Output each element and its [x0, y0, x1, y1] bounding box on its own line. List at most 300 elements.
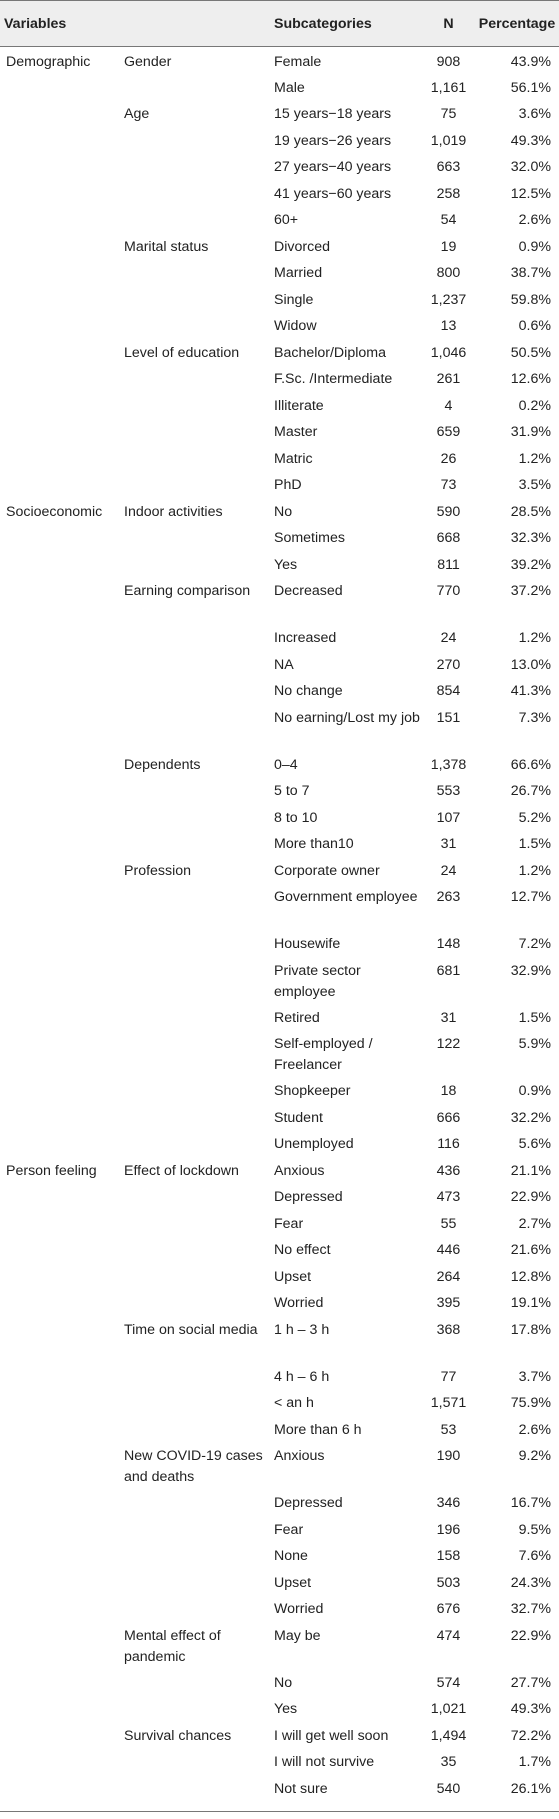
- count-cell: 73: [440, 477, 457, 493]
- table-row: [0, 681, 559, 708]
- table-row: [0, 1134, 559, 1161]
- subcategory-cell: F.Sc. /Intermediate: [274, 371, 393, 387]
- variable-cell: [0, 1446, 124, 1493]
- subcategory-cell: Increased: [274, 630, 337, 646]
- count-cell: 1,161: [430, 79, 467, 96]
- count-cell: 116: [437, 1136, 460, 1152]
- variable-cell: [0, 808, 124, 835]
- variable-cell: [0, 528, 124, 555]
- subcategory-cell: Single: [274, 291, 314, 308]
- table-row: [0, 1108, 559, 1135]
- count-cell: 258: [436, 185, 461, 202]
- percentage-cell: 41.3%: [510, 683, 551, 699]
- count-cell: 1,019: [430, 132, 467, 149]
- percentage-cell: 3.5%: [518, 477, 551, 493]
- percentage-cell: 26.7%: [510, 783, 551, 799]
- variable-cell: [0, 290, 124, 317]
- table-row: [0, 184, 559, 211]
- subcategory-cell: 8 to 10: [274, 809, 318, 826]
- header-n: N: [422, 1, 475, 47]
- header-percentage: Percentage: [475, 1, 559, 47]
- variable-cell: [0, 681, 124, 708]
- header-row: [0, 1, 559, 47]
- variable-cell: [0, 1393, 124, 1420]
- percentage-cell: 21.6%: [510, 1242, 551, 1258]
- subvariable-cell: [124, 1008, 270, 1035]
- percentage-cell: 5.2%: [518, 809, 551, 826]
- table-row: [0, 1214, 559, 1241]
- percentage-cell: 32.9%: [510, 962, 551, 979]
- count-cell: 395: [436, 1295, 461, 1311]
- subvariable-cell: [124, 184, 270, 211]
- subvariable-cell: [124, 628, 270, 655]
- count-cell: 908: [436, 54, 461, 70]
- count-cell: 800: [436, 265, 461, 281]
- variable-cell: [0, 581, 124, 628]
- variable-cell: Socioeconomic: [6, 503, 103, 520]
- table-row: [0, 1573, 559, 1600]
- subvariable-cell: [124, 1546, 270, 1573]
- variable-cell: [0, 1752, 124, 1779]
- subcategory-cell: Married: [274, 265, 323, 281]
- variable-cell: [0, 961, 124, 1008]
- subvariable-cell: [124, 781, 270, 808]
- table-row: [0, 1008, 559, 1035]
- variable-cell: [0, 781, 124, 808]
- subcategory-cell: Fear: [274, 1521, 304, 1538]
- table-row: [0, 1293, 559, 1320]
- variable-cell: [0, 861, 124, 888]
- table-row: [0, 1779, 559, 1812]
- percentage-cell: 32.7%: [510, 1601, 551, 1617]
- percentage-cell: 2.6%: [518, 1421, 551, 1438]
- header-subcategories: Subcategories: [270, 1, 422, 47]
- percentage-cell: 9.2%: [518, 1448, 551, 1464]
- subcategory-cell: 41 years−60 years: [274, 185, 392, 202]
- table-row: [0, 1626, 559, 1673]
- count-cell: 26: [440, 450, 457, 467]
- percentage-cell: 1.2%: [518, 450, 551, 467]
- subcategory-cell: I will get well soon: [274, 1727, 389, 1744]
- subcategory-cell: Upset: [274, 1268, 312, 1285]
- percentage-cell: 43.9%: [510, 54, 551, 70]
- subvariable-cell: Level of education: [124, 344, 240, 361]
- variable-cell: [0, 887, 124, 934]
- percentage-cell: 0.2%: [518, 397, 551, 414]
- count-cell: 676: [436, 1601, 461, 1617]
- table-row: [0, 581, 559, 628]
- subcategory-cell: 5 to 7: [274, 783, 310, 799]
- table-row: [0, 316, 559, 343]
- subvariable-cell: Mental effect of pandemic: [124, 1627, 221, 1665]
- percentage-cell: 9.5%: [518, 1521, 551, 1538]
- variable-cell: [0, 237, 124, 264]
- count-cell: 24: [440, 630, 457, 646]
- table-row: [0, 934, 559, 961]
- count-cell: 75: [440, 106, 457, 122]
- count-cell: 261: [436, 371, 461, 387]
- subvariable-cell: [124, 475, 270, 502]
- count-cell: 270: [436, 656, 461, 673]
- subcategory-cell: Divorced: [274, 238, 330, 255]
- percentage-cell: 59.8%: [510, 291, 551, 308]
- subcategory-cell: NA: [274, 656, 294, 673]
- percentage-cell: 32.2%: [510, 1109, 551, 1126]
- subvariable-cell: Age: [124, 106, 150, 122]
- table-row: [0, 781, 559, 808]
- subcategory-cell: 15 years−18 years: [274, 106, 392, 122]
- count-cell: 148: [436, 936, 461, 952]
- subvariable-cell: [124, 422, 270, 449]
- subvariable-cell: [124, 834, 270, 861]
- percentage-cell: 49.3%: [510, 1701, 551, 1717]
- percentage-cell: 49.3%: [510, 132, 551, 149]
- percentage-cell: 22.9%: [510, 1627, 551, 1644]
- percentage-cell: 1.5%: [518, 836, 551, 852]
- subvariable-cell: [124, 263, 270, 290]
- subvariable-cell: Effect of lockdown: [124, 1162, 239, 1179]
- percentage-cell: 72.2%: [510, 1727, 551, 1744]
- percentage-cell: 16.7%: [510, 1495, 551, 1511]
- subcategory-cell: Government employee: [274, 889, 418, 905]
- header-variables: Variables: [0, 1, 124, 47]
- subcategory-cell: No: [274, 503, 293, 520]
- subcategory-cell: Student: [274, 1109, 323, 1126]
- table-row: [0, 961, 559, 1008]
- table-row: [0, 475, 559, 502]
- subvariable-cell: [124, 1367, 270, 1394]
- count-cell: 18: [440, 1083, 457, 1099]
- subcategory-cell: Illiterate: [274, 397, 324, 414]
- subcategory-cell: 0–4: [274, 756, 298, 773]
- subcategory-cell: Yes: [274, 1701, 298, 1717]
- subvariable-cell: [124, 1779, 270, 1812]
- count-cell: 4: [444, 397, 453, 414]
- percentage-cell: 37.2%: [510, 583, 551, 599]
- table-row: [0, 1161, 559, 1188]
- subvariable-cell: [124, 887, 270, 934]
- variable-cell: [0, 934, 124, 961]
- count-cell: 474: [436, 1627, 461, 1644]
- variable-cell: [0, 263, 124, 290]
- table-row: [0, 47, 559, 78]
- table-row: [0, 210, 559, 237]
- variable-cell: [0, 555, 124, 582]
- percentage-cell: 2.7%: [518, 1215, 551, 1232]
- percentage-cell: 5.6%: [518, 1136, 551, 1152]
- subcategory-cell: Unemployed: [274, 1136, 354, 1152]
- variable-cell: [0, 1187, 124, 1214]
- percentage-cell: 38.7%: [510, 265, 551, 281]
- subcategory-cell: No: [274, 1674, 293, 1691]
- count-cell: 574: [436, 1674, 461, 1691]
- percentage-cell: 22.9%: [510, 1189, 551, 1205]
- table-row: [0, 528, 559, 555]
- variable-cell: [0, 1293, 124, 1320]
- table-row: [0, 808, 559, 835]
- count-cell: 24: [440, 862, 457, 879]
- table-row: [0, 655, 559, 682]
- table-row: [0, 1081, 559, 1108]
- table-row: [0, 263, 559, 290]
- count-cell: 263: [436, 889, 461, 905]
- subvariable-cell: [124, 1034, 270, 1081]
- variable-cell: [0, 1520, 124, 1547]
- table-row: [0, 1393, 559, 1420]
- subcategory-cell: 27 years−40 years: [274, 159, 392, 175]
- variable-cell: Demographic: [6, 54, 91, 70]
- variable-cell: [0, 1546, 124, 1573]
- subvariable-cell: [124, 1393, 270, 1420]
- subvariable-cell: Profession: [124, 862, 192, 879]
- count-cell: 77: [440, 1368, 457, 1385]
- variable-cell: [0, 1573, 124, 1600]
- subcategory-cell: No effect: [274, 1242, 331, 1258]
- percentage-cell: 1.2%: [518, 862, 551, 879]
- subcategory-cell: Upset: [274, 1574, 312, 1591]
- variable-cell: [0, 1493, 124, 1520]
- subcategory-cell: Anxious: [274, 1162, 325, 1179]
- table-row: [0, 1187, 559, 1214]
- percentage-cell: 24.3%: [510, 1574, 551, 1591]
- table-row: [0, 1699, 559, 1726]
- variable-cell: [0, 755, 124, 782]
- variable-cell: [0, 1626, 124, 1673]
- percentage-cell: 13.0%: [510, 656, 551, 673]
- subvariable-cell: Time on social media: [124, 1321, 258, 1338]
- subvariable-cell: [124, 1293, 270, 1320]
- subcategory-cell: 60+: [274, 212, 299, 228]
- table-row: [0, 1267, 559, 1294]
- subcategory-cell: Worried: [274, 1601, 324, 1617]
- count-cell: 122: [436, 1036, 461, 1052]
- variable-cell: [0, 1008, 124, 1035]
- variable-cell: [0, 1320, 124, 1367]
- variable-cell: [0, 210, 124, 237]
- subvariable-cell: [124, 681, 270, 708]
- subcategory-cell: No earning/Lost my job: [274, 709, 420, 726]
- subvariable-cell: [124, 1699, 270, 1726]
- subcategory-cell: Matric: [274, 450, 313, 467]
- subcategory-cell: PhD: [274, 477, 302, 493]
- count-cell: 196: [436, 1521, 461, 1538]
- variable-cell: [0, 449, 124, 476]
- count-cell: 190: [436, 1448, 461, 1464]
- percentage-cell: 7.3%: [518, 709, 551, 726]
- subcategory-cell: I will not survive: [274, 1754, 375, 1770]
- subcategory-cell: Female: [274, 54, 322, 70]
- count-cell: 668: [436, 530, 461, 546]
- count-cell: 53: [440, 1421, 457, 1438]
- variable-cell: [0, 316, 124, 343]
- table-row: [0, 1420, 559, 1447]
- count-cell: 770: [436, 583, 461, 599]
- subvariable-cell: [124, 1134, 270, 1161]
- subvariable-cell: [124, 655, 270, 682]
- subcategory-cell: Not sure: [270, 1779, 422, 1812]
- percentage-cell: 5.9%: [518, 1036, 551, 1052]
- table-row: [0, 1726, 559, 1753]
- variable-cell: [0, 422, 124, 449]
- subcategory-cell: Yes: [274, 556, 298, 573]
- subvariable-cell: [124, 708, 270, 755]
- variable-cell: [0, 184, 124, 211]
- subcategory-cell: None: [274, 1548, 308, 1564]
- subvariable-cell: [124, 1240, 270, 1267]
- subvariable-cell: New COVID-19 cases and deaths: [124, 1448, 263, 1485]
- count-cell: 55: [440, 1215, 457, 1232]
- subvariable-cell: Survival chances: [124, 1727, 232, 1744]
- percentage-cell: 19.1%: [510, 1295, 551, 1311]
- variable-cell: [0, 369, 124, 396]
- subcategory-cell: 4 h – 6 h: [274, 1368, 330, 1385]
- count-cell: 31: [440, 1009, 457, 1026]
- percentage-cell: 12.5%: [510, 185, 551, 202]
- count-cell: 1,494: [430, 1727, 467, 1744]
- subcategory-cell: More than10: [274, 836, 354, 852]
- count-cell: 540: [422, 1779, 475, 1812]
- subvariable-cell: [124, 961, 270, 1008]
- count-cell: 54: [440, 212, 457, 228]
- variable-cell: [0, 1214, 124, 1241]
- table-row: [0, 78, 559, 105]
- subvariable-cell: [124, 396, 270, 423]
- subcategory-cell: Bachelor/Diploma: [274, 344, 386, 361]
- count-cell: 264: [436, 1268, 461, 1285]
- table-row: [0, 1520, 559, 1547]
- subvariable-cell: [124, 1187, 270, 1214]
- percentage-cell: 12.6%: [510, 371, 551, 387]
- table-row: [0, 1546, 559, 1573]
- variable-cell: [0, 396, 124, 423]
- subcategory-cell: No change: [274, 683, 343, 699]
- subvariable-cell: [124, 1108, 270, 1135]
- count-cell: 346: [436, 1495, 461, 1511]
- table-body: [0, 47, 559, 1812]
- variable-cell: [0, 1699, 124, 1726]
- variable-cell: [0, 1267, 124, 1294]
- table-row: [0, 237, 559, 264]
- variable-cell: [0, 1599, 124, 1626]
- subvariable-cell: [124, 1752, 270, 1779]
- subcategory-cell: 19 years−26 years: [274, 132, 392, 149]
- subvariable-cell: [124, 528, 270, 555]
- table-row: [0, 396, 559, 423]
- count-cell: 107: [436, 809, 461, 826]
- percentage-cell: 21.1%: [510, 1162, 551, 1179]
- table-row: [0, 1752, 559, 1779]
- subvariable-cell: [124, 555, 270, 582]
- table-row: [0, 1673, 559, 1700]
- variable-cell: [0, 157, 124, 184]
- table-row: [0, 449, 559, 476]
- percentage-cell: 26.1%: [475, 1779, 559, 1812]
- subvariable-cell: [124, 934, 270, 961]
- count-cell: 553: [436, 783, 461, 799]
- count-cell: 1,378: [430, 756, 467, 773]
- subvariable-cell: [124, 157, 270, 184]
- subcategory-cell: Depressed: [274, 1495, 343, 1511]
- subvariable-cell: [124, 1214, 270, 1241]
- count-cell: 1,237: [430, 291, 467, 308]
- subcategory-cell: Worried: [274, 1295, 324, 1311]
- table-row: [0, 628, 559, 655]
- count-cell: 666: [436, 1109, 461, 1126]
- percentage-cell: 1.5%: [518, 1009, 551, 1026]
- count-cell: 473: [436, 1189, 461, 1205]
- percentage-cell: 12.7%: [510, 889, 551, 905]
- subcategory-cell: Widow: [274, 318, 317, 334]
- count-cell: 590: [436, 503, 461, 520]
- percentage-cell: 66.6%: [510, 756, 551, 773]
- subvariable-cell: [124, 316, 270, 343]
- subcategory-cell: < an h: [274, 1395, 314, 1411]
- subcategory-cell: Self-employed / Freelancer: [274, 1036, 373, 1073]
- subcategory-cell: More than 6 h: [274, 1421, 362, 1438]
- table-row: [0, 104, 559, 131]
- subcategory-cell: May be: [274, 1627, 321, 1644]
- subvariable-cell: [124, 290, 270, 317]
- count-cell: 13: [440, 318, 457, 334]
- percentage-cell: 56.1%: [510, 79, 551, 96]
- table-row: [0, 1599, 559, 1626]
- percentage-cell: 0.9%: [518, 1083, 551, 1099]
- subvariable-cell: [124, 449, 270, 476]
- subcategory-cell: Depressed: [274, 1189, 343, 1205]
- variable-cell: [0, 475, 124, 502]
- subvariable-cell: [124, 1267, 270, 1294]
- table-row: [0, 1367, 559, 1394]
- subvariable-cell: [124, 78, 270, 105]
- subvariable-cell: [124, 1520, 270, 1547]
- percentage-cell: 27.7%: [510, 1674, 551, 1691]
- variable-cell: [0, 834, 124, 861]
- count-cell: 659: [436, 424, 461, 440]
- table-row: [0, 343, 559, 370]
- variable-cell: [0, 1779, 124, 1812]
- subcategory-cell: Corporate owner: [274, 862, 380, 879]
- count-cell: 158: [436, 1548, 461, 1564]
- variable-cell: Person feeling: [6, 1162, 97, 1179]
- percentage-cell: 0.9%: [518, 238, 551, 255]
- variable-cell: [0, 1726, 124, 1753]
- variable-cell: [0, 1420, 124, 1447]
- percentage-cell: 75.9%: [510, 1395, 551, 1411]
- percentage-cell: 3.7%: [518, 1368, 551, 1385]
- table-row: [0, 1034, 559, 1081]
- count-cell: 503: [436, 1574, 461, 1591]
- subvariable-cell: Dependents: [124, 756, 201, 773]
- variable-cell: [0, 1034, 124, 1081]
- subvariable-cell: [124, 1573, 270, 1600]
- percentage-cell: 32.0%: [510, 159, 551, 175]
- header-blank: [124, 1, 270, 47]
- subcategory-cell: 1 h – 3 h: [274, 1321, 330, 1338]
- subvariable-cell: Earning comparison: [124, 583, 251, 599]
- variable-cell: [0, 104, 124, 131]
- percentage-cell: 12.8%: [510, 1268, 551, 1285]
- count-cell: 35: [440, 1754, 457, 1770]
- table-row: [0, 1240, 559, 1267]
- table-row: [0, 861, 559, 888]
- subcategory-cell: Anxious: [274, 1448, 325, 1464]
- percentage-cell: 1.7%: [518, 1754, 551, 1770]
- table-row: [0, 369, 559, 396]
- table-row: [0, 422, 559, 449]
- variable-cell: [0, 655, 124, 682]
- count-cell: 446: [436, 1242, 461, 1258]
- subvariable-cell: [124, 1081, 270, 1108]
